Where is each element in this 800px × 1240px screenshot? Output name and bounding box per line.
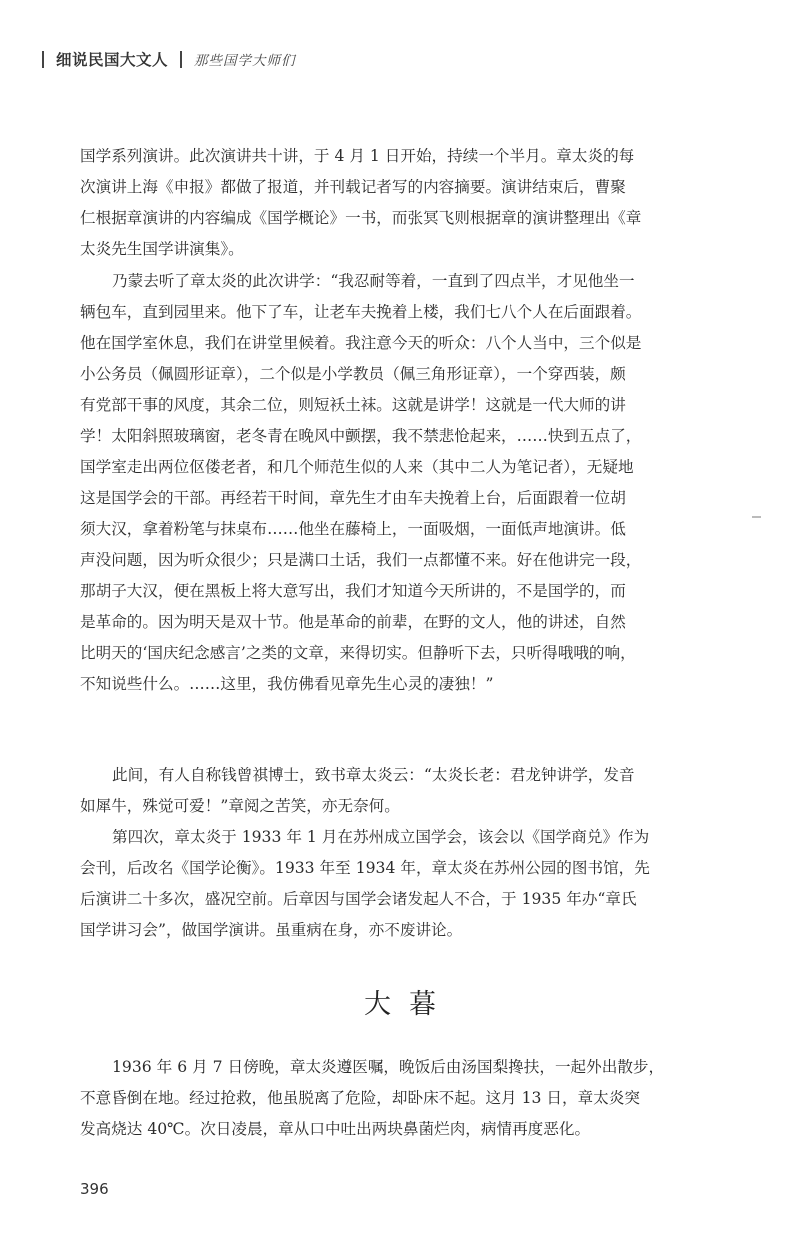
text-line: 学！太阳斜照玻璃窗，老冬青在晚风中颤摆，我不禁悲怆起来，……快到五点了， <box>80 427 642 445</box>
text-line: 如犀牛，殊觉可爱！”章阅之苦笑，亦无奈何。 <box>80 797 400 815</box>
text-line: 国学讲习会”，做国学演讲。虽重病在身，亦不废讲论。 <box>80 921 463 939</box>
section-paragraph <box>80 1052 740 1145</box>
text-line: 次演讲上海《申报》都做了报道，并刊载记者写的内容摘要。演讲结束后，曹聚 <box>80 178 626 196</box>
text-line: 是革命的。因为明天是双十节。他是革命的前辈，在野的文人，他的讲述，自然 <box>80 613 626 631</box>
text-line: 那胡子大汉，便在黑板上将大意写出，我们才知道今天所讲的，不是国学的，而 <box>80 582 626 600</box>
text-line: 他在国学室休息，我们在讲堂里候着。我注意今天的听众：八个人当中，三个似是 <box>80 334 642 352</box>
paragraph <box>80 822 740 946</box>
text-line: 会刊，后改名《国学论衡》。1933 年至 1934 年，章太炎在苏州公园的图书馆，先 <box>80 859 650 877</box>
text-line: 声没问题，因为听众很少；只是满口土话，我们一点都懂不来。好在他讲完一段， <box>80 551 642 569</box>
text-line: 不知说些什么。……这里，我仿佛看见章先生心灵的凄独！” <box>80 675 494 693</box>
text-line: 有党部干事的风度，其余二位，则短袄土袜。这就是讲学！这就是一代大师的讲 <box>80 396 626 414</box>
text-line: 辆包车，直到园里来。他下了车，让老车夫挽着上楼，我们七八个人在后面跟着。 <box>80 303 642 321</box>
paragraph <box>80 760 740 822</box>
text-line: 第四次，章太炎于 1933 年 1 月在苏州成立国学会，该会以《国学商兑》作为 <box>112 828 650 846</box>
text-line: 此间，有人自称钱曾祺博士，致书章太炎云：“太炎长老：君龙钟讲学，发音 <box>112 766 635 784</box>
chapter-title: 那些国学大师们 <box>194 53 296 69</box>
text-line: 不意昏倒在地。经过抢救，他虽脱离了危险，却卧床不起。这月 13 日，章太炎突 <box>80 1089 640 1107</box>
text-line: 小公务员（佩圆形证章），二个似是小学教员（佩三角形证章），一个穿西装，颇 <box>80 365 626 383</box>
running-header <box>42 44 296 74</box>
text-line: 仁根据章演讲的内容编成《国学概论》一书，而张冥飞则根据章的演讲整理出《章 <box>80 209 642 227</box>
paragraph-continued <box>80 141 740 265</box>
book-series-title: 细说民国大文人 <box>56 51 169 69</box>
text-line: 1936 年 6 月 7 日傍晚，章太炎遵医嘱，晚饭后由汤国梨搀扶，一起外出散步， <box>112 1058 665 1076</box>
paragraph-quote <box>80 266 740 700</box>
scan-artifact <box>752 516 761 518</box>
text-line: 后演讲二十多次，盛况空前。后章因与国学会诸发起人不合，于 1935 年办“章氏 <box>80 890 637 908</box>
text-line: 比明天的‘国庆纪念感言’之类的文章，来得切实。但静听下去，只听得哦哦的响， <box>80 644 636 662</box>
header-divider <box>180 51 182 68</box>
text-line: 国学室走出两位伛偻老者，和几个师范生似的人来（其中二人为笔记者），无疑地 <box>80 458 634 476</box>
text-line: 太炎先生国学讲演集》。 <box>80 240 244 258</box>
text-line: 这是国学会的干部。再经若干时间，章先生才由车夫挽着上台，后面跟着一位胡 <box>80 489 626 507</box>
text-line: 国学系列演讲。此次演讲共十讲，于 4 月 1 日开始，持续一个半月。章太炎的每 <box>80 147 635 165</box>
text-line: 发高烧达 40℃。次日凌晨，章从口中吐出两块鼻菌烂肉，病情再度恶化。 <box>80 1120 591 1138</box>
page-number: 396 <box>80 1180 109 1198</box>
text-line: 乃蒙去听了章太炎的此次讲学：“我忍耐等着，一直到了四点半，才见他坐一 <box>112 272 635 290</box>
header-divider <box>42 51 44 68</box>
section-heading: 大暮 <box>364 989 454 1020</box>
text-line: 须大汉，拿着粉笔与抹桌布……他坐在藤椅上，一面吸烟，一面低声地演讲。低 <box>80 520 626 538</box>
